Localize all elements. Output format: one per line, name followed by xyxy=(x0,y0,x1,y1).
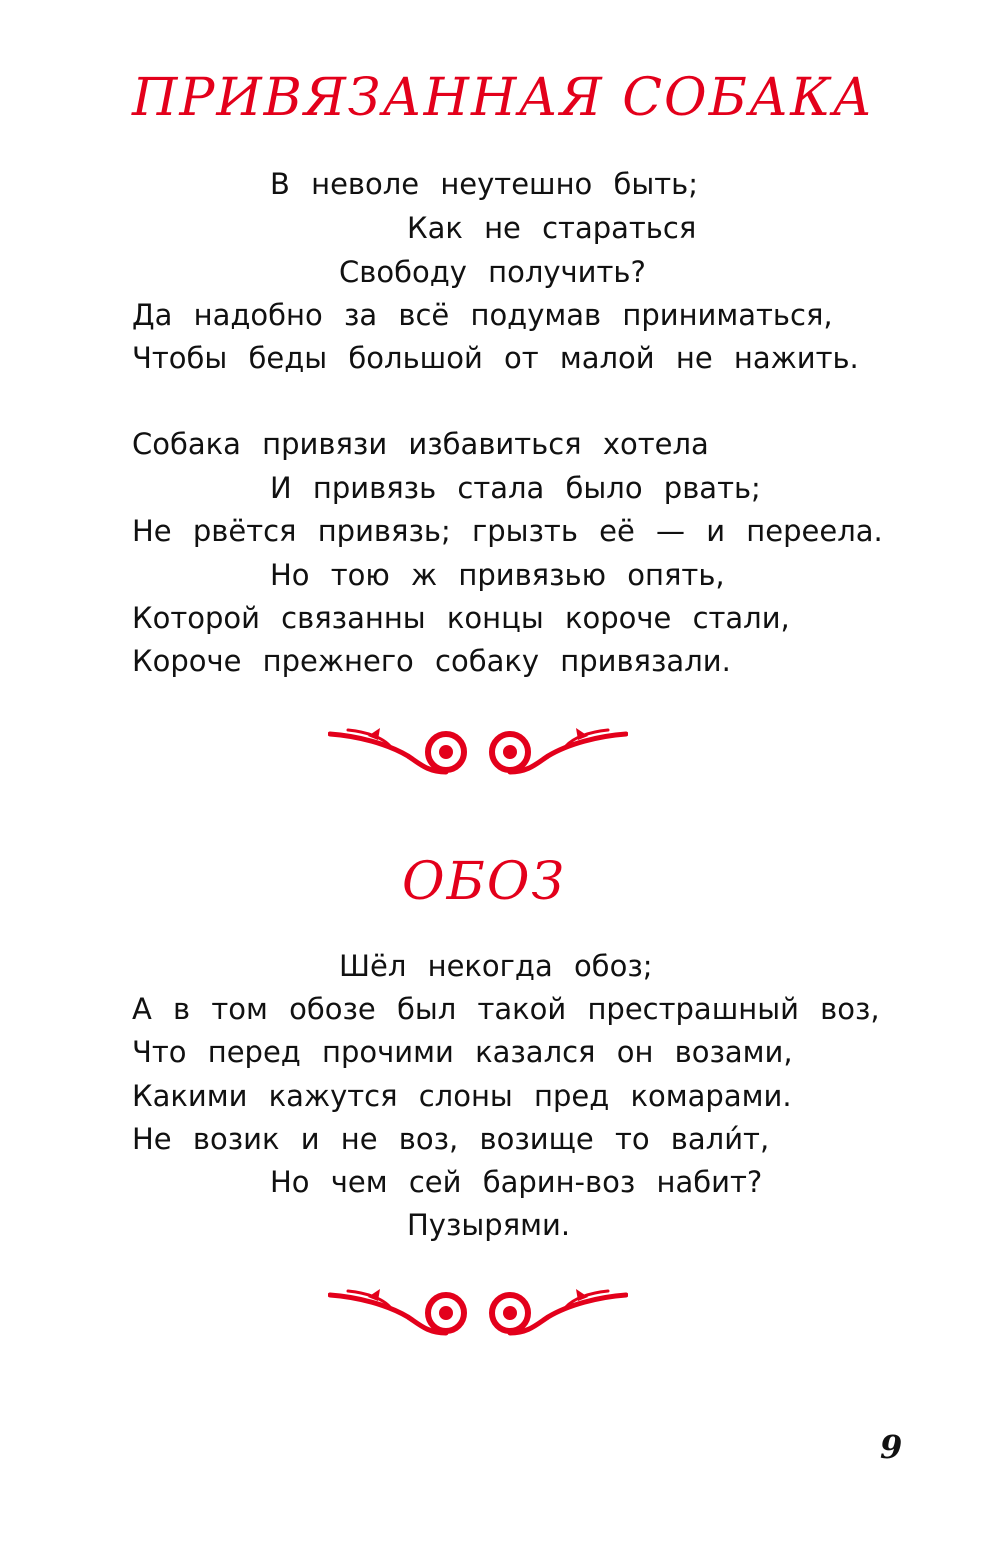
verse-line: Да надобно за всё подумав приниматься, xyxy=(132,298,833,332)
verse-line: Собака привязи избавиться хотела xyxy=(132,427,709,461)
verse-line: И привязь стала было рвать; xyxy=(270,471,761,505)
verse-line: Не возик и не воз, возище то вали́т, xyxy=(132,1122,770,1156)
verse-line: Как не стараться xyxy=(407,211,697,245)
poem-title-privyazannaya-sobaka: ПРИВЯЗАННАЯ СОБАКА xyxy=(132,68,874,128)
verse-line: Не рвётся привязь; грызть её — и переела. xyxy=(132,514,883,548)
verse-line: Но чем сей барин-воз набит? xyxy=(270,1165,763,1199)
verse-line: Что перед прочими казался он возами, xyxy=(132,1035,793,1069)
poem-title-oboz: ОБОЗ xyxy=(402,852,566,912)
page-number: 9 xyxy=(880,1428,903,1466)
verse-line: Пузырями. xyxy=(407,1208,571,1242)
verse-line: Короче прежнего собаку привязали. xyxy=(132,644,731,678)
verse-line: Шёл некогда обоз; xyxy=(339,949,653,983)
verse-line: В неволе неутешно быть; xyxy=(270,167,699,201)
verse-line: Которой связанны концы короче стали, xyxy=(132,601,790,635)
verse-line: Но тою ж привязью опять, xyxy=(270,558,725,592)
scroll-flourish-icon xyxy=(328,1283,628,1343)
verse-line: А в том обозе был такой престрашный воз, xyxy=(132,992,880,1026)
verse-line: Чтобы беды большой от малой не нажить. xyxy=(132,341,859,375)
verse-line: Какими кажутся слоны пред комарами. xyxy=(132,1079,792,1113)
verse-line: Свободу получить? xyxy=(339,255,646,289)
